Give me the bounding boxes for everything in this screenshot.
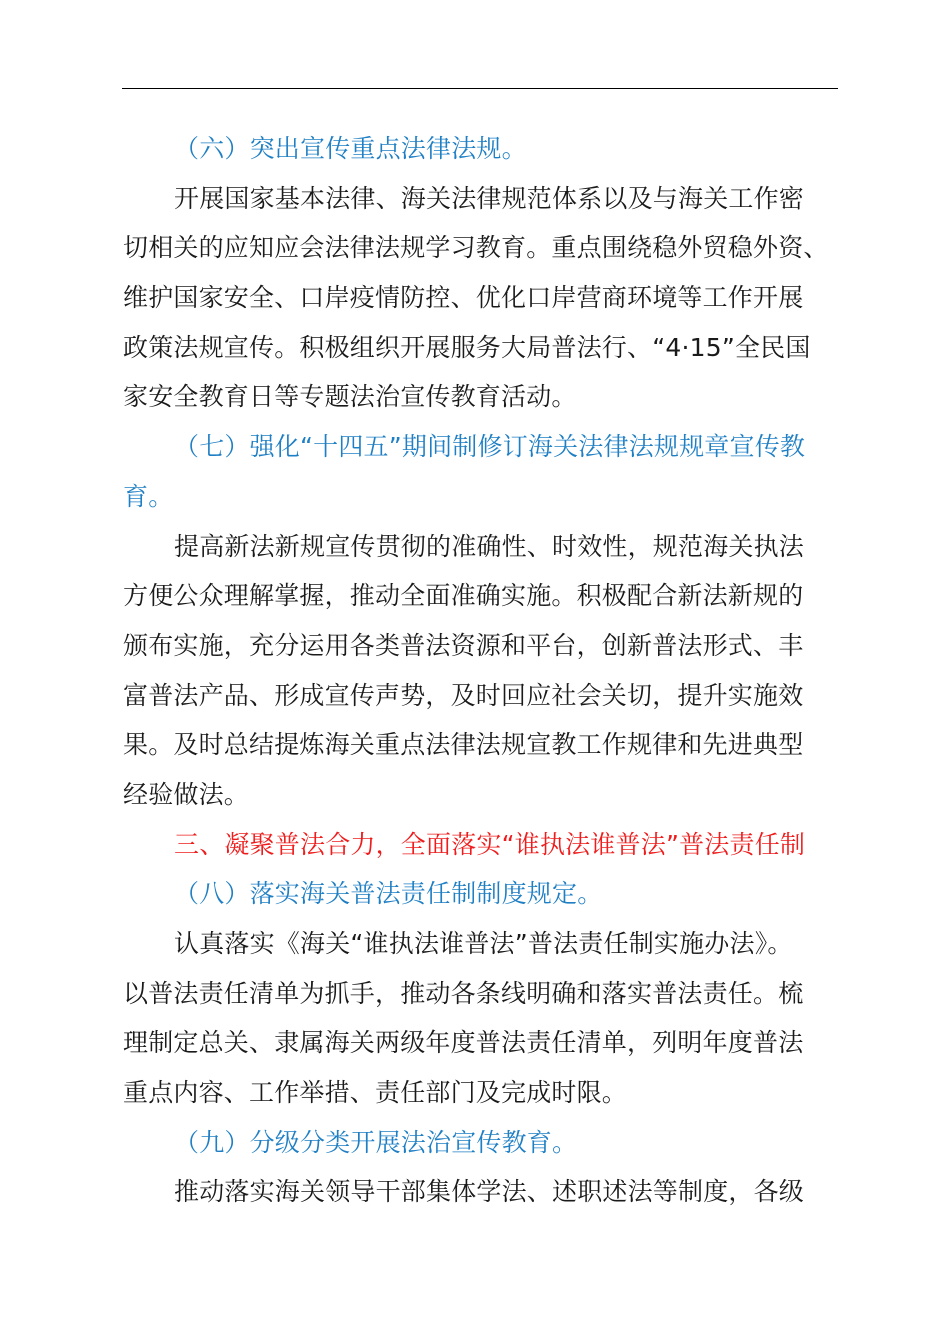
paragraph-line: 推动落实海关领导干部集体学法、述职述法等制度，各级 — [174, 1177, 805, 1207]
section-heading-6: （六）突出宣传重点法律法规。 — [174, 134, 527, 163]
paragraph-line: 果。及时总结提炼海关重点法律法规宣教工作规律和先进典型 — [123, 730, 804, 760]
document-body — [123, 124, 839, 1217]
paragraph-line: 开展国家基本法律、海关法律规范体系以及与海关工作密 — [174, 183, 805, 213]
paragraph-line: 认真落实《海关“谁执法谁普法”普法责任制实施办法》。 — [174, 929, 793, 958]
paragraph-line: 理制定总关、隶属海关两级年度普法责任清单，列明年度普法 — [123, 1028, 804, 1058]
paragraph-line: 经验做法。 — [123, 779, 250, 809]
section-heading-7-continued: 育。 — [123, 481, 174, 511]
paragraph-line: 政策法规宣传。积极组织开展服务大局普法行、“4·15”全民国 — [123, 332, 811, 362]
chapter-heading-3: 三、凝聚普法合力，全面落实“谁执法谁普法”普法责任制 — [174, 829, 806, 859]
paragraph-line: 方便公众理解掌握，推动全面准确实施。积极配合新法新规的 — [123, 581, 804, 611]
paragraph-line: 重点内容、工作举措、责任部门及完成时限。 — [123, 1078, 628, 1108]
paragraph-line: 家安全教育日等专题法治宣传教育活动。 — [123, 382, 577, 412]
paragraph-line: 提高新法新规宣传贯彻的准确性、时效性，规范海关执法 — [174, 531, 805, 561]
paragraph-line: 颁布实施，充分运用各类普法资源和平台，创新普法形式、丰 — [123, 630, 804, 660]
header-rule — [122, 88, 838, 89]
section-heading-7: （七）强化“十四五”期间制修订海关法律法规规章宣传教 — [174, 432, 806, 462]
section-heading-8: （八）落实海关普法责任制制度规定。 — [174, 879, 603, 909]
paragraph-line: 以普法责任清单为抓手，推动各条线明确和落实普法责任。梳 — [123, 978, 804, 1008]
paragraph-line: 富普法产品、形成宣传声势，及时回应社会关切，提升实施效 — [123, 680, 804, 710]
paragraph-line: 维护国家安全、口岸疫情防控、优化口岸营商环境等工作开展 — [123, 283, 804, 313]
paragraph-line: 切相关的应知应会法律法规学习教育。重点围绕稳外贸稳外资、 — [123, 233, 829, 263]
section-heading-9: （九）分级分类开展法治宣传教育。 — [174, 1127, 578, 1157]
